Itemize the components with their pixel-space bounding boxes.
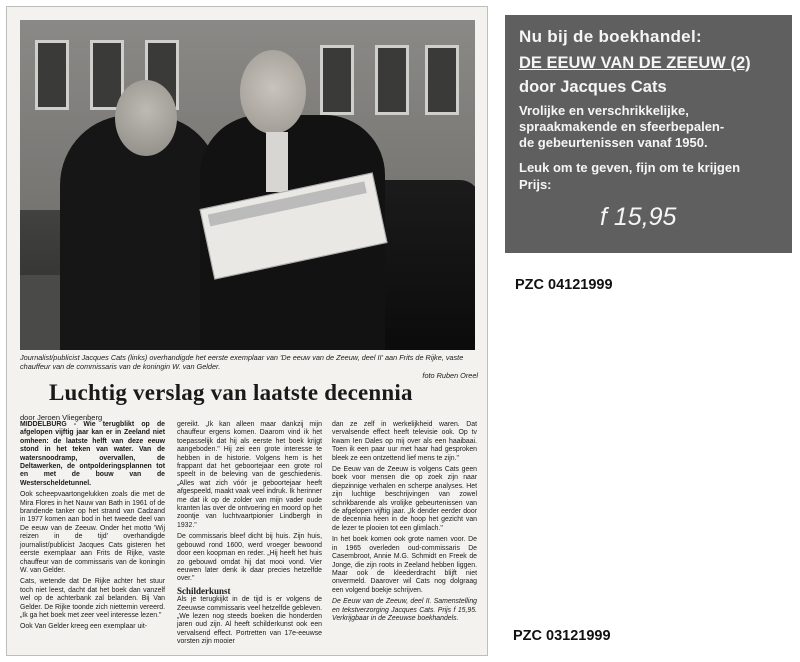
article-paragraph: gereikt. „Ik kan alleen maar dankzij mijn chauffeur ergens komen. Daarom vind ik het toepasselijk dat hij als eerste het boek krijgt aangeboden." Hij zei een grote interesse te hebben in de historie. Volgens hem is het frappant dat het geboortejaar een grote rol speelt in de beleving van de geschiedenis. „Alles wat zich vóór je geboortejaar heeft afgespeeld, maakt vaak veel indruk. Ik herinner me dat ik op de zolder van mijn vader oude kranten las over de ontvoering en moord op het zoontje van luchtvaartpionier Lindbergh in 1932." bbox=[177, 421, 322, 529]
photo-caption bbox=[20, 353, 478, 380]
article-paragraph: De Eeuw van de Zeeuw is volgens Cats geen boek voor mensen die op zoek zijn naar diepzinnige verhalen en scherpe analyses. Het zijn luchtige beschrijvingen van zowel schrikbarende als vrolijke gebeurtenissen van de afgelopen vijftig jaar. „Ik dender eerder door de decennia heen in de hoop het gezicht van de lezer te plooien tot een glimlach." bbox=[332, 466, 477, 532]
article-paragraph: De commissaris bleef dicht bij huis. Zijn huis, gebouwd rond 1600, werd vroeger bewoond door een koopman en reder. „Hij heeft het huis zo gebouwd omdat hij dat mooi vond. Vier eeuwen later denk ik daar precies hetzelfde over." bbox=[177, 533, 322, 583]
ad-author: door Jacques Cats bbox=[519, 78, 667, 96]
article-paragraph: Ook Van Gelder kreeg een exemplaar uit- bbox=[20, 623, 148, 631]
window bbox=[425, 45, 459, 115]
article-subheading: Schilderkunst bbox=[177, 585, 231, 596]
article-paragraph: Als je terugkijkt in de tijd is er volgens de Zeeuwse commissaris veel hetzelfde gebleven. „We lezen nog steeds boeken die honderden jaren oud zijn. Al heeft schilderkunst ook een vervalsend effect. Portretten van 17e-eeuwse vorsten zijn mooier bbox=[177, 596, 322, 646]
article-column-1 bbox=[20, 421, 165, 635]
article-paragraph: In het boek komen ook grote namen voor. De in 1965 overleden oud-commissaris De Casembroot, Annie M.G. Schmidt en Freek de Jonge, die zijn roots in Zeeland hebben liggen. Maar ook de kleederdracht blijft niet onvermeld. Daarover wil Cats nog dolgraag een volgend boekje schrijven. bbox=[332, 536, 477, 594]
ad-description-line: Vrolijke en verschrikkelijke, bbox=[519, 103, 689, 118]
ad-price-label: Prijs: bbox=[519, 177, 552, 192]
article-paragraph: Cats, wetende dat De Rijke achter het stuur toch niet leest, dacht dat het boek dan vanzelf wel op de achterbank zal belanden. Bij Van Gelder. De Rijke toonde zich niettemin vereerd. „Ik ga het boek met zeer veel interesse lezen." bbox=[20, 578, 165, 619]
article-byline: door Jeroen Vliegenberg bbox=[20, 413, 103, 422]
article-headline: Luchtig verslag van laatste decennia bbox=[49, 380, 413, 405]
photo-credit: foto Ruben Oreel bbox=[422, 371, 478, 380]
window bbox=[35, 40, 69, 110]
article-column-2 bbox=[177, 421, 322, 650]
ad-intro: Nu bij de boekhandel: bbox=[519, 27, 702, 46]
ad-description bbox=[519, 103, 782, 151]
person-right-head bbox=[240, 50, 306, 134]
ad-price: f 15,95 bbox=[600, 203, 677, 231]
shirt bbox=[266, 132, 288, 192]
window bbox=[320, 45, 354, 115]
ad-book-title: DE EEUW VAN DE ZEEUW (2) bbox=[519, 54, 751, 72]
person-left-head bbox=[115, 80, 177, 156]
ad-source-label: PZC 04121999 bbox=[515, 277, 613, 293]
article-paragraph: Ook scheepvaartongelukken zoals die met de Mira Flores in het Nauw van Bath in 1961 of de brandende tanker op het strand van Cadzand in 1977 komen aan bod in het tweede deel van De eeuw van de Zeeuw. Onder het motto 'Wij reizen in de tijd' overhandigde journalist/publicist Jacques Cats gisteren het eerste exemplaar aan Frits de Rijke, vaste chauffeur van de commissaris van de koningin W. van Gelder. bbox=[20, 491, 165, 574]
article-paragraph: dan ze zelf in werkelijkheid waren. Dat vervalsende effect heeft televisie ook. Op tv kwam Ien Dales op mij over als een haaibaai. Toen ik een paar uur met haar had gesproken bleek ze een ontzettend lief mens te zijn." bbox=[332, 421, 477, 462]
ad-slogan: Leuk om te geven, fijn om te krijgen bbox=[519, 160, 741, 175]
article-lead: MIDDELBURG - Wie terugblikt op de afgelopen vijftig jaar kan er in Zeeland niet omheen: de laatste helft van deze eeuw stond in het teken van water. Van de watersnoodramp, overvallen, de Deltawerken, de ontpolderingsplannen tot en met de bouw van de Westerscheldetunnel. bbox=[20, 421, 165, 487]
caption-text: Journalist/publicist Jacques Cats (links) overhandigde het eerste exemplaar van 'De eeuw van de Zeeuw, deel II' aan Frits de Rijke, vaste chauffeur van de commissaris van de koningin W. van Gelder. bbox=[20, 353, 464, 371]
article-column-3 bbox=[332, 421, 477, 626]
ad-description-line: de gebeurtenissen vanaf 1950. bbox=[519, 135, 708, 150]
newspaper-clipping bbox=[6, 6, 488, 656]
window bbox=[375, 45, 409, 115]
ad-description-line: spraakmakende en sfeerbepalen- bbox=[519, 119, 725, 134]
book-advertisement bbox=[505, 15, 792, 253]
article-photo bbox=[20, 20, 475, 350]
article-source-label: PZC 03121999 bbox=[513, 628, 611, 644]
book-note: De Eeuw van de Zeeuw, deel II. Samenstelling en tekstverzorging Jacques Cats. Prijs f 15,95. Verkrijgbaar in de Zeeuwse boekhandels. bbox=[332, 598, 477, 622]
